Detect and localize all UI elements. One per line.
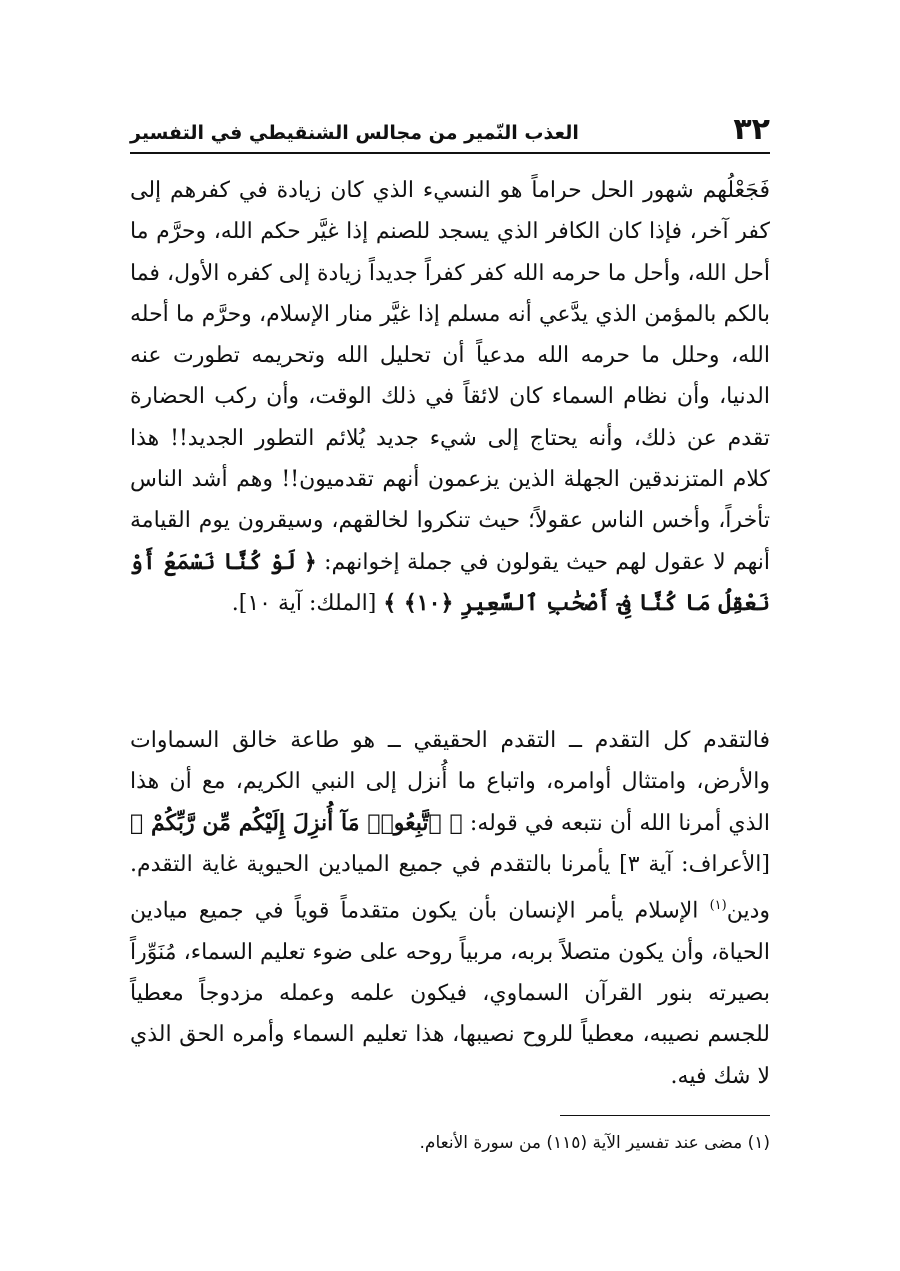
quran-verse-al-mulk: ﴿ لَوْ كُنَّا نَسْمَعُ أَوْ نَعْقِلُ مَا كُنَّا فِىٓ أَصْحَٰبِ ٱلسَّعِيرِ ﴿١٠﴾ ﴾ bbox=[130, 548, 770, 616]
footnote-divider bbox=[560, 1115, 770, 1116]
verse-reference-al-mulk: [الملك: آية ١٠]. bbox=[231, 590, 377, 616]
paragraph-2-text-start: فالتقدم كل التقدم ــ التقدم الحقيقي ــ هو طاعة خالق السماوات والأرض، وامتثال أوامره، واتباع ما أُنزل إلى النبي الكريم، مع أن هذا الذي أمرنا الله أن نتبعه في قوله: bbox=[130, 728, 770, 836]
paragraph-2 bbox=[130, 720, 770, 1097]
paragraph-2-text-end: الإسلام يأمر الإنسان بأن يكون متقدماً قوياً في جميع ميادين الحياة، وأن يكون متصلاً بربه، مربياً روحه على ضوء تعليم السماء، مُنَوِّراً بصيرته بنور القرآن السماوي، فيكون علمه وعمله مزدوجاً معطياً للجسم نصيبه، معطياً للروح نصيبها، هذا تعليم السماء وأمره الحق الذي لا شك فيه. bbox=[130, 898, 770, 1089]
header-divider bbox=[130, 152, 770, 154]
paragraph-2-text-middle: [الأعراف: آية ٣] يأمرنا بالتقدم في جميع الميادين الحيوية غاية التقدم. ودين bbox=[130, 851, 770, 924]
quran-verse-al-araf: ﴿ ٱتَّبِعُوا۟ مَآ أُنزِلَ إِلَيْكُم مِّن رَّبِّكُمْ ﴾ bbox=[130, 809, 463, 836]
footnote: (١) مضى عند تفسير الآية (١١٥) من سورة الأنعام. bbox=[419, 1133, 770, 1153]
footnote-marker: (١) bbox=[709, 898, 727, 914]
paragraph-1-text: فَجَعْلُهم شهور الحل حراماً هو النسيء الذي كان زيادة في كفرهم إلى كفر آخر، فإذا كان الكافر الذي يسجد للصنم إذا غيَّر حكم الله، وحرَّم ما أحل الله، وأحل ما حرمه الله كفر كفراً جديداً زيادة إلى كفره الأول، فما بالكم بالمؤمن الذي يدَّعي أنه مسلم إذا غيَّر منار الإسلام، وحرَّم ما أحله الله، وحلل ما حرمه الله مدعياً أن تحليل الله وتحريمه تطورت عنه الدنيا، وأن نظام السماء كان لائقاً في ذلك الوقت، وأن ركب الحضارة تقدم عن ذلك، وأنه يحتاج إلى شيء جديد يُلائم التطور الجديد!! هذا كلام المتزندقين الجهلة الذين يزعمون أنهم تقدميون!! وهم أشد الناس تأخراً، وأخس الناس عقولاً؛ حيث تنكروا لخالقهم، وسيقرون يوم القيامة أنهم لا عقول لهم حيث يقولون في جملة إخوانهم: bbox=[130, 178, 770, 575]
page-number: ٣٢ bbox=[733, 112, 770, 147]
paragraph-1 bbox=[130, 170, 770, 624]
page-header bbox=[130, 108, 770, 148]
running-title: العذب النّمير من مجالس الشنقيطي في التفسير bbox=[130, 122, 579, 144]
